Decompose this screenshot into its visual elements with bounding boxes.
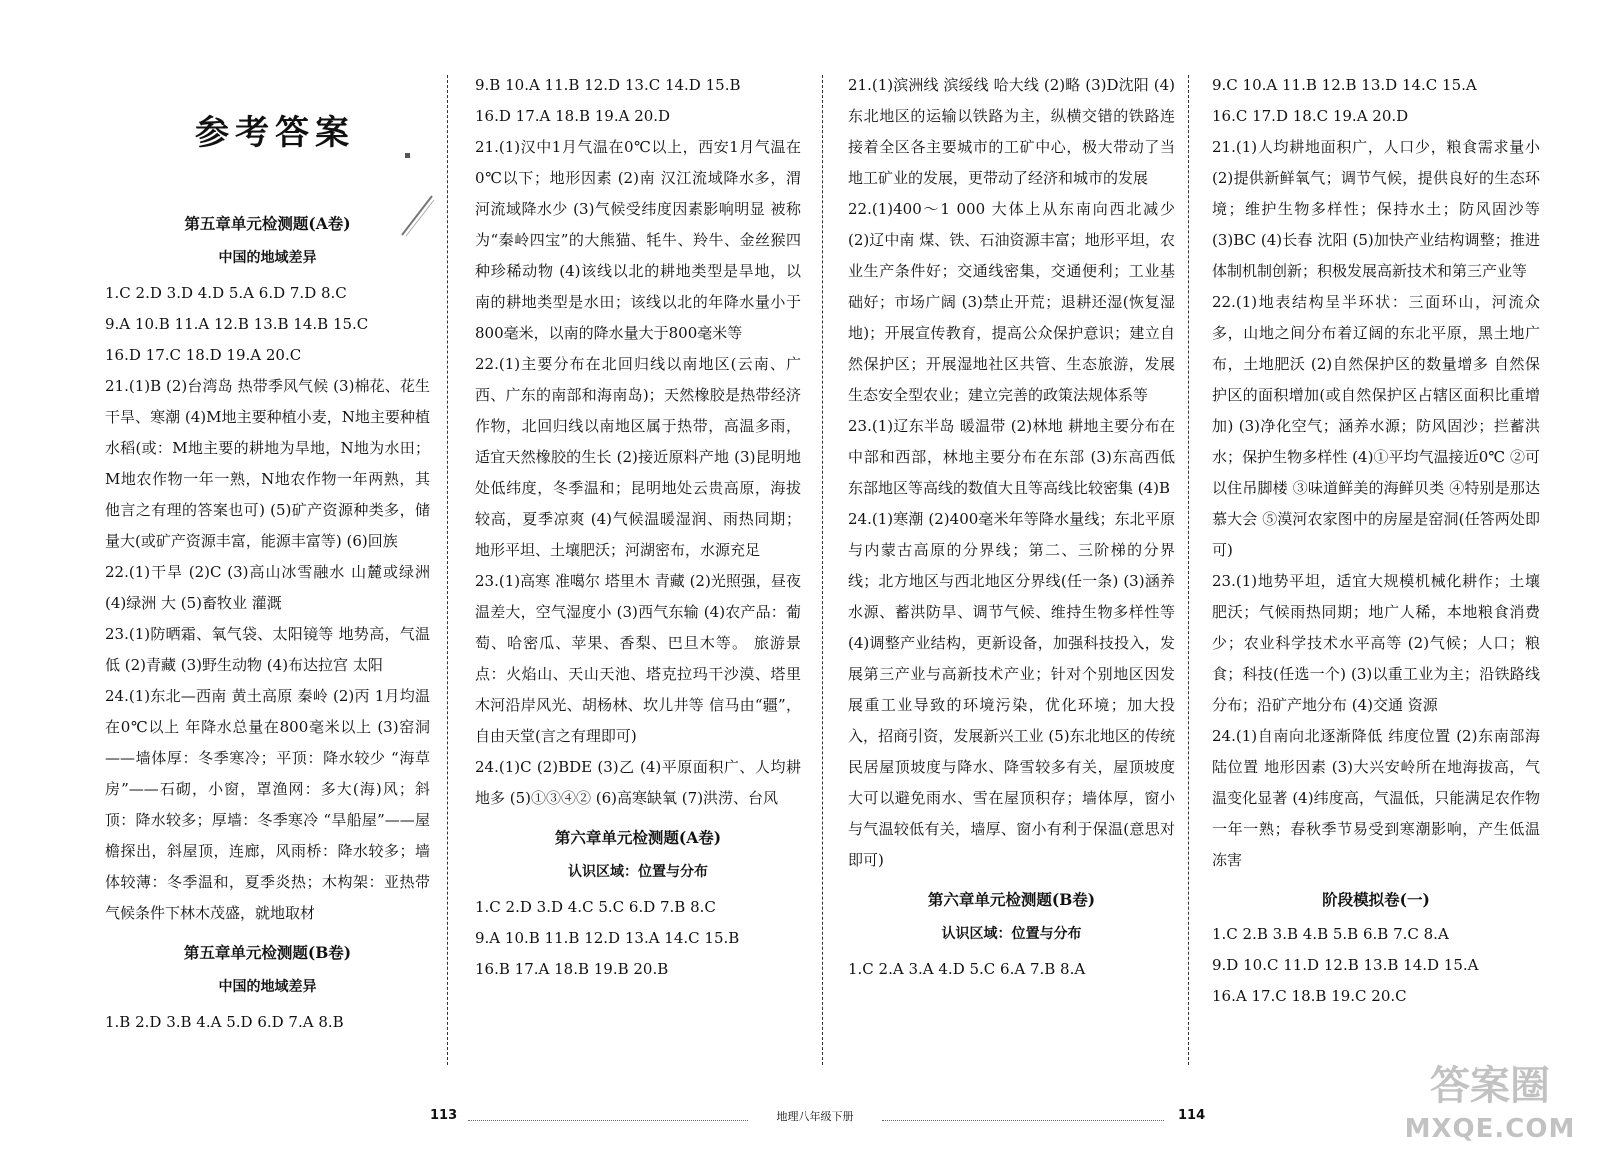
answer-paragraph: 23.(1)辽东半岛 暖温带 (2)林地 耕地主要分布在中部和西部，林地主要分布在东部 (3)东高西低 东部地区等高线的数值大且等高线比较密集 (4)B (848, 417, 1175, 497)
column-1 (105, 200, 430, 1038)
section-heading: 第五章单元检测题(A卷) (184, 214, 351, 233)
column-divider (822, 75, 823, 1065)
page-footer (0, 1108, 1600, 1138)
answer-paragraph: 24.(1)寒潮 (2)400毫米年等降水量线；东北平原与内蒙古高原的分界线；第二、三阶梯的分界线；北方地区与西北地区分界线(任一条) (3)涵养水源、蓄洪防旱、调节气候、维持生物多样性等 (4)调整产业结构，更新设备，加强科技投入，发展第三产业与高新技术产业；针对个别地区因发展重工业导致的环境污染，优化环境；加大投入，招商引资，发展新兴工业 (5)东北地区的传统民居屋顶坡度与降水、降雪较多有关，屋顶坡度大可以避免雨水、雪在屋顶积存；墙体厚，窗小与气温较低有关，墙厚、窗小有利于保温(意思对即可) (848, 510, 1175, 869)
answer-line: 9.A 10.B 11.A 12.B 13.B 14.B 15.C (105, 315, 369, 333)
section-subheading: 认识区域：位置与分布 (568, 864, 708, 880)
watermark-en: MXQE.COM (1404, 1114, 1576, 1144)
answer-paragraph: 22.(1)主要分布在北回归线以南地区(云南、广西、广东的南部和海南岛)；天然橡胶是热带经济作物，北回归线以南地区属于热带，高温多雨，适宜天然橡胶的生长 (2)接近原料产地 (3)昆明地处低纬度，冬季温和；昆明地处云贵高原，海拔较高，夏季凉爽 (4)气候温暖湿润、雨热同期；地形平坦、土壤肥沃；河湖密布，水源充足 (475, 355, 801, 559)
answer-paragraph: 23.(1)防晒霜、氧气袋、太阳镜等 地势高，气温低 (2)青藏 (3)野生动物 (4)布达拉宫 太阳 (105, 625, 430, 674)
answer-line: 1.C 2.B 3.B 4.B 5.B 6.B 7.C 8.A (1212, 925, 1449, 943)
section-subheading: 认识区域：位置与分布 (941, 926, 1082, 942)
main-title: 参考答案 (195, 113, 355, 153)
answer-line: 16.C 17.D 18.C 19.A 20.D (1212, 107, 1409, 125)
section-heading: 第六章单元检测题(A卷) (554, 828, 722, 847)
column-divider (1188, 75, 1189, 1065)
page-number-right: 114 (1178, 1108, 1206, 1123)
footer-rule (468, 1120, 748, 1121)
answer-line: 16.A 17.C 18.B 19.C 20.C (1212, 987, 1407, 1005)
answer-paragraph: 23.(1)地势平坦，适宜大规模机械化耕作；土壤肥沃；气候雨热同期；地广人稀，本地粮食消费少；农业科学技术水平高等 (2)气候；人口；粮食；科技(任选一个) (3)以重工业为主；沿铁路线分布；沿矿产地分布 (4)交通 资源 (1212, 572, 1540, 714)
answer-line: 1.C 2.D 3.D 4.D 5.A 6.D 7.D 8.C (105, 284, 347, 302)
answer-paragraph: 21.(1)滨洲线 滨绥线 哈大线 (2)略 (3)D沈阳 (4)东北地区的运输以铁路为主，纵横交错的铁路连接着全区各主要城市的工矿中心，极大带动了当地工矿业的发展，更带动了经济和城市的发展 (848, 76, 1175, 187)
answer-paragraph: 24.(1)东北—西南 黄土高原 秦岭 (2)丙 1月均温在0℃以上 年降水总量在800毫米以上 (3)窑洞——墙体厚：冬季寒冷；平顶：降水较少 “海草房”——石砌，小窗，罩渔网：多大(海)风；斜顶：降水较多；厚墙：冬季寒冷 “旱船屋”——屋檐探出，斜屋顶，连廊，风雨桥：降水较多；墙体较薄：冬季温和，夏季炎热；木构架：亚热带气候条件下林木茂盛，就地取材 (105, 687, 430, 922)
answer-paragraph: 22.(1)地表结构呈半环状：三面环山，河流众多，山地之间分布着辽阔的东北平原，黑土地广布，土地肥沃 (2)自然保护区的数量增多 自然保护区的面积增加(或自然保护区占辖区面积比重增加) (3)净化空气；涵养水源；防风固沙；拦蓄洪水；保护生物多样性 (4)①平均气温接近0℃ ②可以住吊脚楼 ③味道鲜美的海鲜贝类 ④特别是那达慕大会 ⑤漠河农家图中的房屋是窑洞(任答两处即可) (1212, 293, 1540, 559)
answer-line: 9.B 10.A 11.B 12.D 13.C 14.D 15.B (475, 76, 741, 94)
footer-subject: 地理八年级下册 (776, 1110, 854, 1123)
section-heading: 阶段模拟卷(一) (1322, 890, 1430, 909)
column-4 (1212, 70, 1540, 1012)
column-3 (848, 70, 1175, 985)
section-subheading: 中国的地域差异 (218, 250, 317, 266)
answer-line: 9.C 10.A 11.B 12.B 13.D 14.C 15.A (1212, 76, 1477, 94)
answer-line: 16.D 17.C 18.D 19.A 20.C (105, 346, 302, 364)
footer-rule (882, 1120, 1164, 1121)
answer-paragraph: 24.(1)自南向北逐渐降低 纬度位置 (2)东南部海陆位置 地形因素 (3)大兴安岭所在地海拔高，气温变化显著 (4)纬度高，气温低，只能满足农作物一年一熟；春秋季节易受到寒潮影响，产生低温冻害 (1212, 727, 1540, 869)
answer-paragraph: 21.(1)B (2)台湾岛 热带季风气候 (3)棉花、花生 干旱、寒潮 (4)M地主要种植小麦，N地主要种植水稻(或：M地主要的耕地为旱地，N地为水田；M地农作物一年一熟，N地农作物一年两熟，其他言之有理的答案也可) (5)矿产资源种类多，储量大(或矿产资源丰富，能源丰富等) (6)回族 (105, 377, 430, 550)
site-watermark-logo (1400, 1060, 1580, 1155)
page-number-left: 113 (430, 1108, 458, 1123)
answer-line: 1.C 2.A 3.A 4.D 5.C 6.A 7.B 8.A (848, 960, 1086, 978)
watermark-cn: 答案圈 (1430, 1063, 1550, 1109)
answer-line: 1.C 2.D 3.D 4.C 5.C 6.D 7.B 8.C (475, 898, 716, 916)
answer-line: 9.A 10.B 11.B 12.D 13.A 14.C 15.B (475, 929, 740, 947)
dot-mark (404, 152, 412, 160)
column-divider (447, 75, 448, 1065)
answer-line: 1.B 2.D 3.B 4.A 5.D 6.D 7.A 8.B (105, 1013, 344, 1031)
answer-paragraph: 24.(1)C (2)BDE (3)乙 (4)平原面积广、人均耕地多 (5)①③④② (6)高寒缺氧 (7)洪涝、台风 (475, 758, 801, 807)
answer-paragraph: 21.(1)人均耕地面积广，人口少，粮食需求量小 (2)提供新鲜氧气；调节气候，提供良好的生态环境；维护生物多样性；保持水土；防风固沙等 (3)BC (4)长春 沈阳 (5)加快产业结构调整；推进体制机制创新；积极发展高新技术和第三产业等 (1212, 138, 1540, 280)
answer-line: 16.D 17.A 18.B 19.A 20.D (475, 107, 671, 125)
section-heading: 第五章单元检测题(B卷) (183, 943, 352, 962)
answer-paragraph: 23.(1)高寒 准噶尔 塔里木 青藏 (2)光照强，昼夜温差大，空气湿度小 (3)西气东输 (4)农产品：葡萄、哈密瓜、苹果、香梨、巴旦木等。 旅游景点：火焰山、天山天池、塔克拉玛干沙漠、塔里木河沿岸风光、胡杨林、坎儿井等 信马由“疆”，自由天堂(言之有理即可) (475, 572, 801, 745)
column-2 (475, 70, 801, 985)
answer-paragraph: 22.(1)400～1 000 大体上从东南向西北减少 (2)辽中南 煤、铁、石油资源丰富；地形平坦，农业生产条件好；交通线密集，交通便利；工业基础好；市场广阔 (3)禁止开荒；退耕还湿(恢复湿地)；开展宣传教育，提高公众保护意识；建立自然保护区；开展湿地社区共管、生态旅游，发展生态安全型农业；建立完善的政策法规体系等 (848, 200, 1175, 404)
answer-line: 16.B 17.A 18.B 19.B 20.B (475, 960, 669, 978)
answer-paragraph: 22.(1)干旱 (2)C (3)高山冰雪融水 山麓或绿洲 (4)绿洲 大 (5)畜牧业 灌溉 (105, 563, 430, 612)
section-subheading: 中国的地域差异 (218, 979, 317, 995)
answer-paragraph: 21.(1)汉中1月气温在0℃以上，西安1月气温在0℃以下；地形因素 (2)南 汉江流域降水多，渭河流域降水少 (3)气候受纬度因素影响明显 被称为“秦岭四宝”的大熊猫、牦牛、羚牛、金丝猴四种珍稀动物 (4)该线以北的耕地类型是旱地，以南的耕地类型是水田；该线以北的年降水量小于800毫米，以南的降水量大于800毫米等 (475, 138, 801, 342)
answer-line: 9.D 10.C 11.D 12.B 13.B 14.D 15.A (1212, 956, 1479, 974)
section-heading: 第六章单元检测题(B卷) (927, 890, 1096, 909)
